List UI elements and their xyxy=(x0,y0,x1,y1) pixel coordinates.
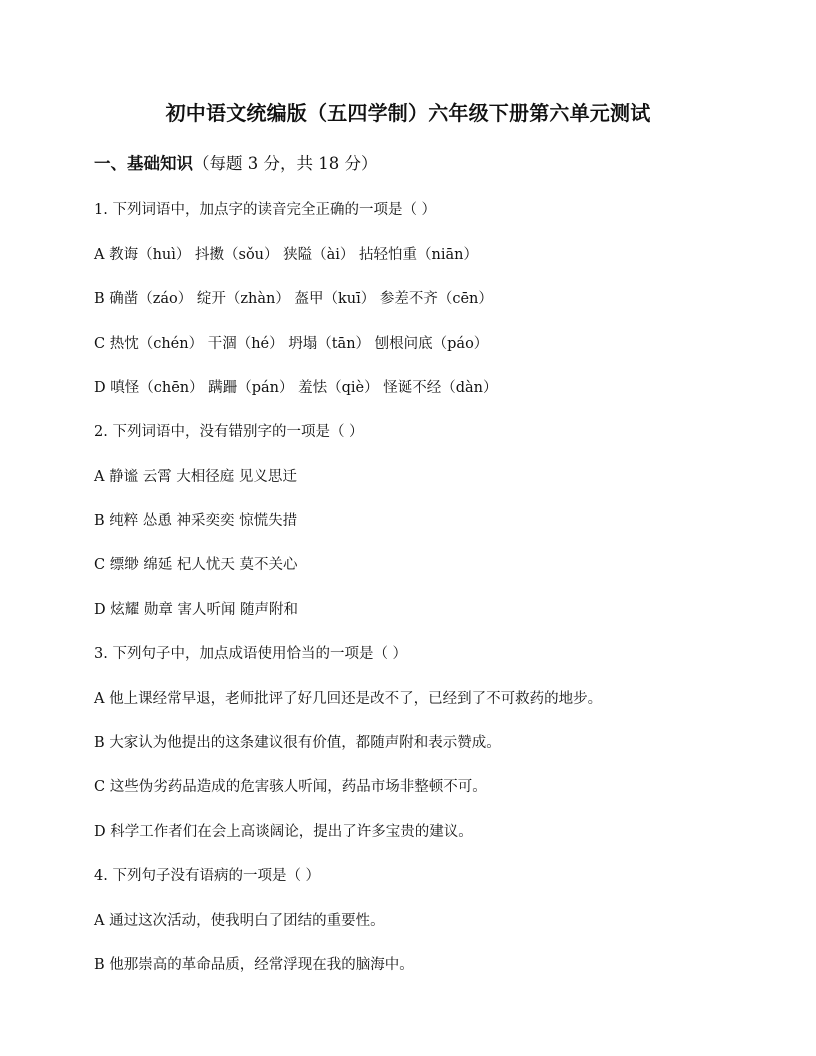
question-1-option-c: C 热忱（chén） 干涸（hé） 坍塌（tān） 刨根问底（páo） xyxy=(94,336,489,352)
question-1-option-b: B 确凿（záo） 绽开（zhàn） 盔甲（kuī） 参差不齐（cēn） xyxy=(94,291,493,307)
question-3-option-a: A 他上课经常早退，老师批评了好几回还是改不了，已经到了不可救药的地步。 xyxy=(94,691,603,707)
question-3-option-c: C 这些伪劣药品造成的危害骇人听闻，药品市场非整顿不可。 xyxy=(94,779,487,795)
section-heading xyxy=(94,150,377,174)
question-2-option-c: C 缥缈 绵延 杞人忧天 莫不关心 xyxy=(94,557,298,573)
question-2-option-a: A 静谧 云霄 大相径庭 见义思迁 xyxy=(94,469,297,485)
question-1-option-d: D 嗔怪（chēn） 蹒跚（pán） 羞怯（qiè） 怪诞不经（dàn） xyxy=(94,380,498,396)
question-2-stem: 2. 下列词语中，没有错别字的一项是（ ） xyxy=(94,424,364,440)
question-1-stem: 1. 下列词语中，加点字的读音完全正确的一项是（ ） xyxy=(94,202,437,218)
question-4-stem: 4. 下列句子没有语病的一项是（ ） xyxy=(94,868,321,884)
question-2-option-b: B 纯粹 怂恿 神采奕奕 惊慌失措 xyxy=(94,513,298,529)
question-3-stem: 3. 下列句子中，加点成语使用恰当的一项是（ ） xyxy=(94,646,408,662)
section-heading-label: 一、基础知识 xyxy=(94,154,193,173)
question-4-option-b: B 他那崇高的革命品质，经常浮现在我的脑海中。 xyxy=(94,957,414,973)
question-3-option-b: B 大家认为他提出的这条建议很有价值，都随声附和表示赞成。 xyxy=(94,735,501,751)
question-3-option-d: D 科学工作者们在会上高谈阔论，提出了许多宝贵的建议。 xyxy=(94,824,473,840)
section-heading-note: （每题 3 分，共 18 分） xyxy=(193,154,378,173)
question-1-option-a: A 教诲（huì） 抖擞（sǒu） 狭隘（ài） 拈轻怕重（niān） xyxy=(94,247,478,263)
question-2-option-d: D 炫耀 勋章 害人听闻 随声附和 xyxy=(94,602,299,618)
document-title: 初中语文统编版（五四学制）六年级下册第六单元测试 xyxy=(165,101,651,125)
question-4-option-a: A 通过这次活动，使我明白了团结的重要性。 xyxy=(94,913,385,929)
